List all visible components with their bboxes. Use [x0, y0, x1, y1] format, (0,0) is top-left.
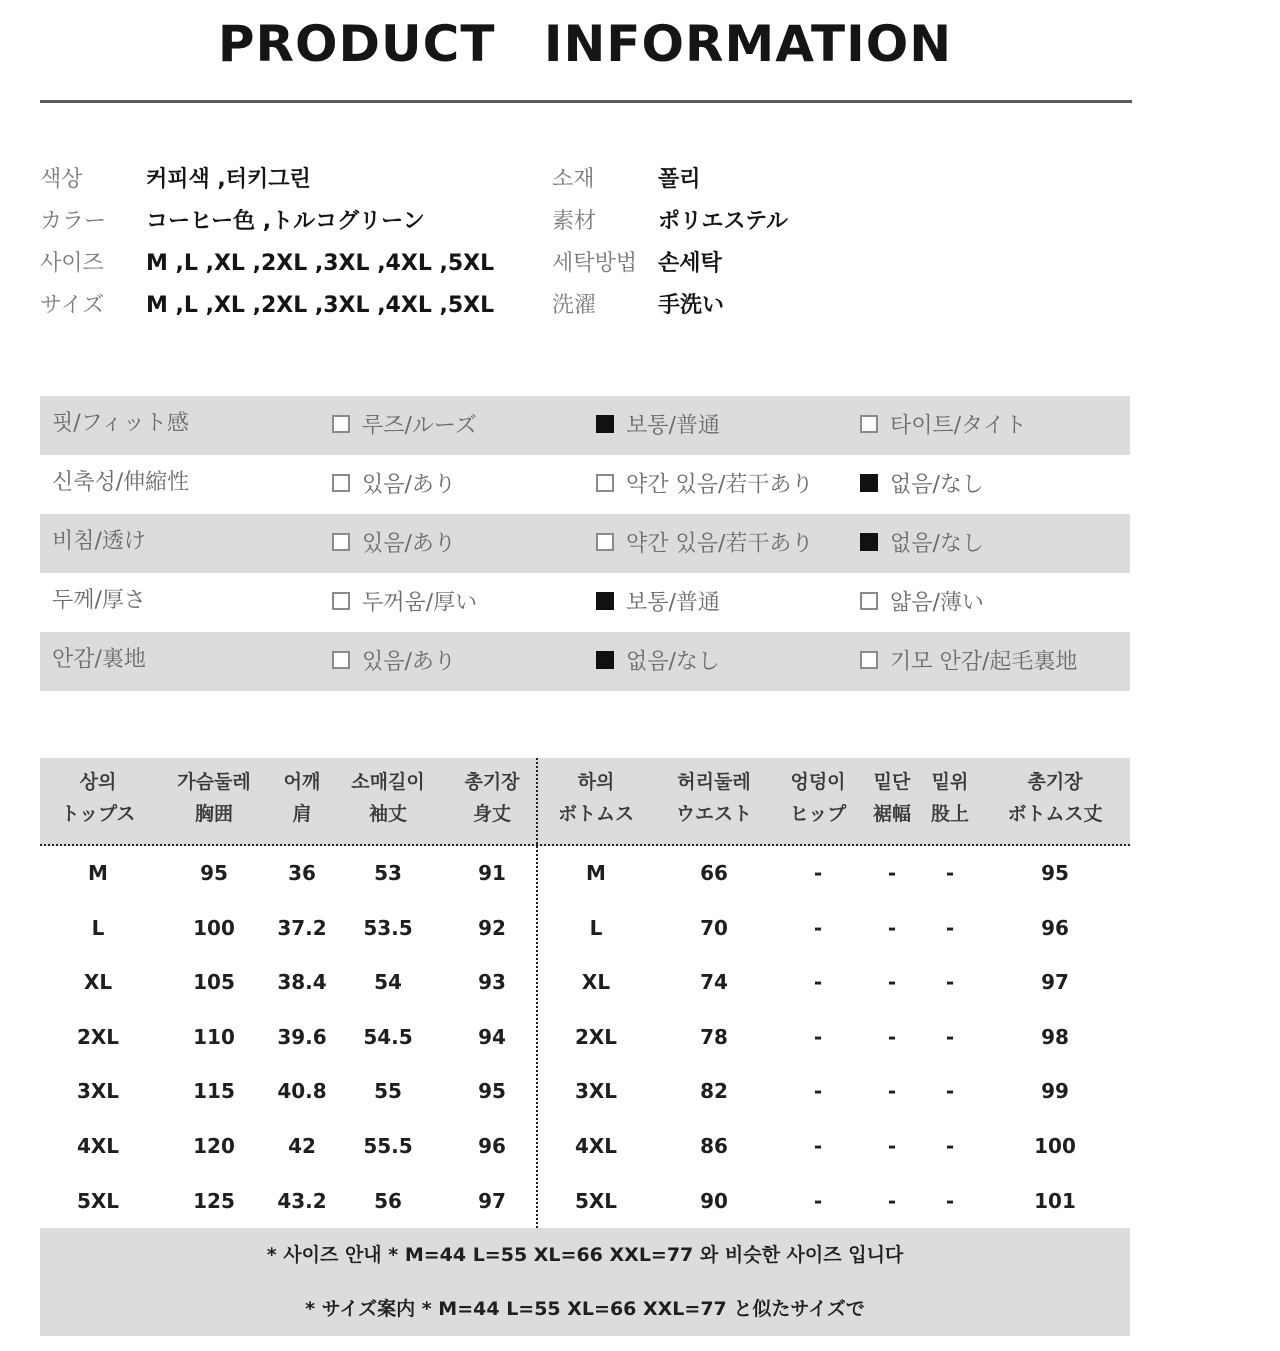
- column-header-ko: 소매길이: [351, 771, 425, 793]
- column-divider: [536, 758, 538, 1228]
- table-cell: -: [945, 1188, 955, 1213]
- table-cell: 42: [288, 1134, 316, 1158]
- table-cell: 100: [1034, 1134, 1076, 1158]
- table-cell: 100: [193, 915, 235, 940]
- table-cell: 97: [1041, 970, 1069, 995]
- column-header-jp: 袖丈: [368, 803, 407, 825]
- attribute-option: [860, 455, 984, 514]
- column-header: [864, 766, 920, 830]
- attribute-option: [596, 455, 813, 514]
- size-table-body: [40, 846, 1130, 1230]
- size-guide-note: [40, 1228, 1130, 1336]
- table-cell: 66: [700, 861, 728, 885]
- attribute-option: [596, 396, 720, 455]
- table-cell: -: [945, 970, 955, 995]
- attribute-option: [860, 573, 984, 632]
- checked-box-icon: [596, 592, 614, 610]
- info-label: 세탁방법: [552, 251, 638, 276]
- attribute-table: [40, 396, 1130, 691]
- attribute-option: [332, 573, 477, 632]
- page-title: PRODUCT INFORMATION: [217, 15, 953, 73]
- attribute-row: [40, 632, 1130, 691]
- table-row: [40, 955, 1130, 1009]
- table-cell: 95: [1041, 861, 1069, 885]
- attribute-option-label: 루즈/ルーズ: [362, 413, 477, 439]
- column-header: [267, 766, 337, 830]
- table-cell: -: [887, 915, 897, 940]
- table-row: [40, 1010, 1130, 1064]
- table-cell: 92: [478, 915, 506, 940]
- attribute-option-label: 있음/あり: [362, 531, 456, 557]
- table-cell: 125: [193, 1188, 235, 1213]
- table-row: [40, 1064, 1130, 1118]
- unchecked-box-icon: [332, 533, 350, 551]
- attribute-option-label: 약간 있음/若干あり: [626, 472, 814, 498]
- column-header-ko: 하의: [577, 771, 615, 793]
- table-cell: 91: [478, 861, 506, 885]
- unchecked-box-icon: [332, 415, 350, 433]
- attribute-option-label: 두꺼움/厚い: [362, 590, 478, 616]
- table-cell: -: [813, 1079, 823, 1104]
- column-header-jp: ウエスト: [675, 803, 752, 825]
- attribute-option: [860, 396, 1027, 455]
- table-row: [40, 1119, 1130, 1173]
- table-cell: 37.2: [277, 915, 327, 940]
- info-row: [40, 160, 1130, 200]
- table-cell: 86: [700, 1134, 728, 1158]
- attribute-option: [596, 573, 720, 632]
- unchecked-box-icon: [596, 474, 614, 492]
- info-label: カラー: [40, 209, 107, 234]
- title-divider: [40, 100, 1132, 103]
- unchecked-box-icon: [332, 651, 350, 669]
- table-cell: 4XL: [574, 1134, 618, 1158]
- size-guide-note-ko: * 사이즈 안내 * M=44 L=55 XL=66 XXL=77 와 비슷한 사이즈 입니다: [266, 1244, 904, 1266]
- checked-box-icon: [860, 474, 878, 492]
- attribute-name: 두께/厚さ: [52, 588, 146, 613]
- table-cell: 54.5: [363, 1024, 413, 1049]
- table-cell: 97: [478, 1188, 506, 1213]
- info-value: 폴리: [658, 167, 701, 192]
- info-value: 손세탁: [658, 251, 722, 276]
- attribute-option: [332, 396, 477, 455]
- table-cell: 2XL: [574, 1024, 618, 1049]
- table-cell: XL: [83, 970, 113, 995]
- unchecked-box-icon: [332, 592, 350, 610]
- attribute-option: [332, 455, 456, 514]
- column-header: [778, 766, 858, 830]
- column-header-jp: ボトムス: [557, 803, 634, 825]
- attribute-option-label: 기모 안감/起毛裏地: [890, 649, 1078, 675]
- column-header-ko: 밑위: [931, 771, 969, 793]
- table-cell: 98: [1041, 1024, 1069, 1049]
- table-cell: -: [945, 861, 955, 885]
- table-row: [40, 901, 1130, 955]
- column-header-jp: ボトムス丈: [1007, 803, 1103, 825]
- table-cell: 120: [193, 1134, 235, 1158]
- table-cell: 94: [478, 1024, 506, 1049]
- attribute-option: [596, 632, 720, 691]
- column-header-ko: 총기장: [1027, 771, 1083, 793]
- size-guide-note-jp: * サイズ案内 * M=44 L=55 XL=66 XXL=77 と似たサイズで: [305, 1298, 865, 1320]
- table-cell: -: [813, 861, 823, 885]
- table-row: [40, 1174, 1130, 1228]
- info-row: [40, 286, 1130, 326]
- table-cell: 36: [288, 861, 316, 885]
- attribute-option: [860, 514, 984, 573]
- info-value: 커피색 ,터키그린: [146, 167, 311, 192]
- table-cell: -: [887, 861, 897, 885]
- table-cell: M: [88, 861, 108, 885]
- attribute-option: [860, 632, 1077, 691]
- table-cell: 43.2: [277, 1188, 327, 1213]
- table-cell: -: [813, 970, 823, 995]
- info-label: 소재: [552, 167, 595, 192]
- table-cell: M: [586, 861, 606, 885]
- table-cell: 38.4: [277, 970, 327, 995]
- table-row: [40, 846, 1130, 900]
- checked-box-icon: [596, 651, 614, 669]
- attribute-option-label: 없음/なし: [890, 531, 984, 557]
- column-header-ko: 허리둘레: [677, 771, 751, 793]
- column-header-jp: 胸囲: [194, 803, 233, 825]
- table-cell: 82: [700, 1079, 728, 1104]
- table-cell: -: [945, 915, 955, 940]
- column-header-jp: 股上: [930, 803, 969, 825]
- column-header-ko: 가슴둘레: [177, 771, 251, 793]
- column-header: [340, 766, 436, 830]
- attribute-option-label: 약간 있음/若干あり: [626, 531, 814, 557]
- attribute-name: 핏/フィット感: [52, 411, 189, 436]
- attribute-option-label: 보통/普通: [626, 590, 720, 616]
- column-header-jp: 裾幅: [872, 803, 911, 825]
- column-header: [164, 766, 264, 830]
- table-cell: 70: [700, 915, 728, 940]
- table-cell: -: [887, 1188, 897, 1213]
- attribute-option-label: 없음/なし: [890, 472, 984, 498]
- table-cell: 101: [1034, 1188, 1076, 1213]
- table-cell: -: [945, 1079, 955, 1104]
- unchecked-box-icon: [332, 474, 350, 492]
- unchecked-box-icon: [860, 415, 878, 433]
- column-header: [659, 766, 769, 830]
- table-cell: L: [91, 915, 105, 940]
- table-cell: -: [813, 1188, 823, 1213]
- column-header-jp: 肩: [292, 803, 312, 825]
- column-header-jp: トップス: [60, 803, 136, 825]
- unchecked-box-icon: [860, 651, 878, 669]
- unchecked-box-icon: [860, 592, 878, 610]
- attribute-name: 비침/透け: [52, 529, 146, 554]
- table-cell: 3XL: [574, 1079, 618, 1104]
- info-row: [40, 202, 1130, 242]
- table-cell: 5XL: [574, 1188, 618, 1213]
- attribute-option: [332, 632, 456, 691]
- table-cell: 74: [700, 970, 728, 995]
- column-header-ko: 어깨: [283, 771, 321, 793]
- info-row: [40, 244, 1130, 284]
- column-header: [541, 766, 651, 830]
- attribute-name: 신축성/伸縮性: [52, 470, 190, 495]
- table-cell: 40.8: [277, 1079, 327, 1104]
- table-cell: -: [887, 1079, 897, 1104]
- info-label: 사이즈: [40, 251, 104, 276]
- table-cell: 105: [193, 970, 235, 995]
- column-header-ko: 밑단: [873, 771, 911, 793]
- table-cell: 78: [700, 1024, 728, 1049]
- column-header-ko: 엉덩이: [790, 771, 846, 793]
- table-cell: 53: [374, 861, 402, 885]
- table-cell: -: [813, 1134, 823, 1158]
- checked-box-icon: [860, 533, 878, 551]
- table-cell: 95: [478, 1079, 506, 1104]
- table-cell: XL: [581, 970, 611, 995]
- attribute-row: [40, 573, 1130, 632]
- size-table: [40, 758, 1130, 1230]
- size-table-header: [40, 758, 1130, 846]
- checked-box-icon: [596, 415, 614, 433]
- table-cell: 54: [374, 970, 402, 995]
- info-label: 색상: [40, 167, 83, 192]
- table-cell: L: [589, 915, 603, 940]
- attribute-option-label: 타이트/タイト: [890, 413, 1027, 439]
- table-cell: 3XL: [76, 1079, 120, 1104]
- column-header-ko: 총기장: [464, 771, 520, 793]
- table-cell: -: [887, 1024, 897, 1049]
- attribute-row: [40, 514, 1130, 573]
- table-cell: -: [887, 970, 897, 995]
- table-cell: 53.5: [363, 915, 413, 940]
- table-cell: 55: [374, 1079, 402, 1104]
- attribute-option: [596, 514, 813, 573]
- table-cell: 96: [1041, 915, 1069, 940]
- table-cell: 96: [478, 1134, 506, 1158]
- column-header-jp: ヒップ: [789, 803, 847, 825]
- table-cell: -: [945, 1024, 955, 1049]
- table-cell: 56: [374, 1188, 402, 1213]
- table-cell: 90: [700, 1188, 728, 1213]
- column-header: [43, 766, 153, 830]
- attribute-option: [332, 514, 456, 573]
- table-cell: 5XL: [76, 1188, 120, 1213]
- unchecked-box-icon: [596, 533, 614, 551]
- attribute-row: [40, 455, 1130, 514]
- column-header: [922, 766, 978, 830]
- table-cell: 115: [193, 1079, 235, 1104]
- attribute-option-label: 있음/あり: [362, 649, 456, 675]
- table-cell: -: [813, 1024, 823, 1049]
- table-cell: 93: [478, 970, 506, 995]
- table-cell: -: [813, 915, 823, 940]
- product-info: [40, 160, 1130, 330]
- table-cell: 110: [193, 1024, 235, 1049]
- table-cell: 99: [1041, 1079, 1069, 1104]
- info-value: M ,L ,XL ,2XL ,3XL ,4XL ,5XL: [146, 293, 495, 318]
- column-header: [447, 766, 537, 830]
- attribute-option-label: 있음/あり: [362, 472, 456, 498]
- attribute-name: 안감/裏地: [52, 647, 146, 672]
- attribute-row: [40, 396, 1130, 455]
- table-cell: 2XL: [76, 1024, 120, 1049]
- attribute-option-label: 보통/普通: [626, 413, 720, 439]
- table-cell: 55.5: [363, 1134, 413, 1158]
- info-value: 手洗い: [658, 293, 725, 318]
- info-value: ポリエステル: [658, 209, 789, 234]
- info-label: サイズ: [40, 293, 105, 318]
- column-header-jp: 身丈: [472, 803, 511, 825]
- table-cell: 4XL: [76, 1134, 120, 1158]
- table-cell: 95: [200, 861, 228, 885]
- column-header-ko: 상의: [79, 771, 117, 793]
- attribute-option-label: 얇음/薄い: [890, 590, 984, 616]
- table-cell: 39.6: [277, 1024, 327, 1049]
- table-cell: -: [945, 1134, 955, 1158]
- attribute-option-label: 없음/なし: [626, 649, 720, 675]
- table-cell: -: [887, 1134, 897, 1158]
- info-value: M ,L ,XL ,2XL ,3XL ,4XL ,5XL: [146, 251, 495, 276]
- column-header: [990, 766, 1120, 830]
- info-label: 洗濯: [552, 293, 597, 318]
- info-label: 素材: [552, 209, 597, 234]
- info-value: コーヒー色 ,トルコグリーン: [146, 209, 425, 234]
